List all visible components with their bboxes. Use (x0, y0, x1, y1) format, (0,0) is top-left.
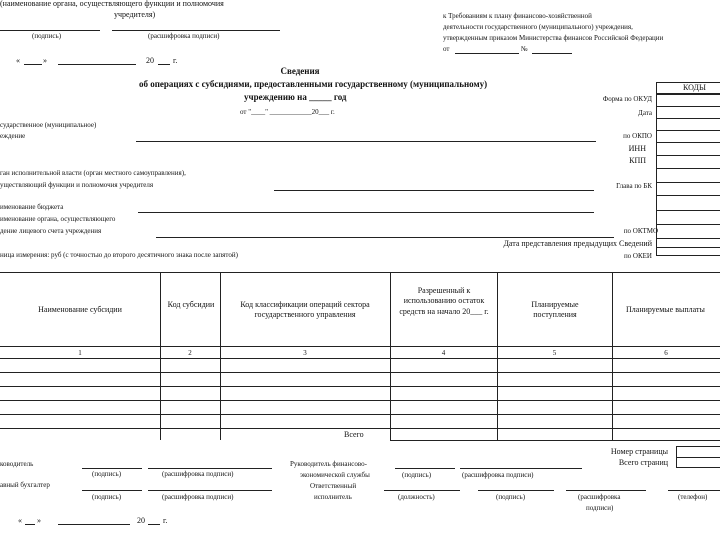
col-number-2: 2 (188, 349, 192, 357)
label-inn: ИНН (628, 144, 646, 153)
table-row (0, 428, 720, 429)
col-header-balance: Разрешенный к использованию остаток средств на начало 20___ г. (399, 286, 489, 316)
codes-row-sep (656, 238, 720, 239)
col-header-kosgu: Код классификации операций сектора государственного управления (240, 300, 370, 320)
head-sign-caption: (подпись) (92, 470, 122, 478)
regulation-line-3: утвержденным приказом Министерства финансов Российской Федерации (443, 34, 664, 42)
table-row (0, 358, 720, 359)
head-decode-line (148, 468, 272, 469)
accountant-label: авный бухгалтер (0, 481, 50, 489)
accountant-sign-caption: (подпись) (92, 493, 122, 501)
responsible-sign-caption: (подпись) (496, 493, 526, 501)
sign-caption: (подпись) (32, 32, 62, 40)
regulation-number-line (532, 53, 572, 54)
codes-row-sep (656, 224, 720, 225)
footer-date-month-line (58, 524, 130, 525)
label-okpo: по ОКПО (623, 132, 652, 140)
codes-row-sep (656, 247, 720, 248)
col-header-receipts: Планируемые поступления (531, 300, 579, 320)
field-budget-label-3: дение лицевого счета учреждения (0, 227, 102, 235)
field-authority-line (274, 190, 594, 191)
position-line (384, 490, 460, 491)
title-subheading: об операциях с субсидиями, предоставленными государственному (муниципальному) (139, 79, 488, 89)
approval-date-month-line (58, 64, 136, 65)
page-number-sep (676, 457, 720, 458)
fin-head-decode-line (460, 468, 582, 469)
table-header-bottom (0, 346, 720, 347)
approval-date-open: « (16, 56, 20, 65)
field-unit-label: ница измерения: руб (с точностью до второго десятичного знака после запятой) (0, 251, 238, 259)
authority-caption-2: учредителя) (114, 10, 156, 19)
col-header-payments: Планируемые выплаты (626, 305, 705, 314)
authority-caption: (наименование органа, осуществляющего функции и полномочия (0, 0, 224, 8)
responsible-decode-caption-2: подписи) (586, 504, 614, 512)
codes-row-sep (656, 182, 720, 183)
field-institution-label-1: сударственное (муниципальное) (0, 121, 97, 129)
decode-caption: (расшифровка подписи) (148, 32, 220, 40)
label-date: Дата (638, 109, 652, 117)
footer-date-suffix: г. (163, 516, 168, 525)
col-number-4: 4 (441, 349, 446, 357)
footer-date-open: « (18, 516, 22, 525)
codes-row-sep (656, 118, 720, 119)
codes-row-sep (656, 142, 720, 143)
footer-date-day-line (25, 524, 35, 525)
col-header-code: Код субсидии (167, 300, 215, 309)
title-heading: Сведения (280, 66, 320, 76)
head-label: ководитель (0, 460, 34, 468)
col-number-6: 6 (664, 349, 668, 357)
col-header-name: Наименование субсидии (38, 305, 122, 314)
codes-row-sep (656, 168, 720, 169)
sign-line (0, 30, 100, 31)
codes-row-sep (656, 210, 720, 211)
col-number-1: 1 (78, 349, 82, 357)
regulation-line-2: деятельности государственного (муниципального) учреждения, (443, 23, 633, 31)
title-year-line: учреждению на _____ год (244, 92, 347, 102)
head-decode-caption: (расшифровка подписи) (162, 470, 234, 478)
codes-header: КОДЫ (683, 83, 706, 92)
label-okud: Форма по ОКУД (602, 95, 652, 103)
col-number-3: 3 (303, 349, 307, 357)
field-budget-line (138, 212, 594, 213)
field-budget-label-2: именование органа, осуществляющего (0, 215, 116, 223)
responsible-sign-line (478, 490, 554, 491)
table-bottom-border (390, 440, 720, 441)
table-row (0, 386, 720, 387)
approval-date-suffix: г. (173, 56, 178, 65)
head-sign-line (82, 468, 142, 469)
accountant-decode-caption: (расшифровка подписи) (162, 493, 234, 501)
label-okato: по ОКТМО (623, 227, 658, 235)
approval-date-year-line (158, 64, 170, 65)
label-kpp: КПП (629, 156, 646, 165)
accountant-decode-line (148, 490, 272, 491)
footer-date-year-line (148, 524, 160, 525)
total-pages-label: Всего страниц (618, 458, 668, 467)
approval-date-day-line (24, 64, 42, 65)
footer-date-year: 20 (137, 516, 145, 525)
field-account-line (156, 237, 614, 238)
field-budget-label-1: именование бюджета (0, 203, 64, 211)
phone-caption: (телефон) (678, 493, 708, 501)
fin-head-label-2: экономической службы (300, 471, 370, 479)
codes-row-sep (656, 130, 720, 131)
codes-row-sep (656, 155, 720, 156)
decode-line (112, 30, 280, 31)
fin-head-sign-line (395, 468, 455, 469)
codes-row-sep (656, 195, 720, 196)
responsible-decode-line (566, 490, 646, 491)
field-institution-line (136, 141, 596, 142)
label-okei: по ОКЕИ (623, 252, 652, 260)
field-institution-label-2: еждение (0, 132, 26, 140)
table-row (0, 400, 720, 401)
title-date: от "____" ____________20___ г. (240, 108, 335, 116)
footer-date-close: » (37, 516, 41, 525)
field-authority-label-2: уществляющий функции и полномочия учредителя (0, 181, 154, 189)
regulation-line-1: к Требованиям к плану финансово-хозяйственной (443, 12, 592, 20)
col-number-5: 5 (552, 349, 557, 357)
total-label: Всего (344, 430, 364, 439)
approval-date-close: » (43, 56, 47, 65)
label-prev-date: Дата представления предыдущих Сведений (503, 239, 652, 248)
responsible-label-2: исполнитель (314, 493, 352, 501)
fin-head-label-1: Руководитель финансово- (290, 460, 367, 468)
responsible-decode-caption-1: (расшифровка (578, 493, 621, 501)
regulation-line-4-no: № (521, 45, 528, 53)
regulation-date-line (455, 53, 519, 54)
responsible-label-1: Ответственный (310, 482, 357, 490)
table-row (0, 414, 720, 415)
fin-head-decode-caption: (расшифровка подписи) (462, 471, 534, 479)
phone-line (668, 490, 720, 491)
approval-date-year: 20 (146, 56, 154, 65)
codes-row-sep (656, 106, 720, 107)
label-bk: Глава по БК (616, 182, 652, 190)
field-authority-label-1: ган исполнительной власти (орган местного самоуправления), (0, 169, 186, 177)
fin-head-sign-caption: (подпись) (402, 471, 432, 479)
page-number-label: Номер страницы (610, 447, 668, 456)
table-row (0, 372, 720, 373)
position-caption: (должность) (398, 493, 435, 501)
accountant-sign-line (82, 490, 142, 491)
regulation-line-4-from: от (443, 45, 450, 53)
